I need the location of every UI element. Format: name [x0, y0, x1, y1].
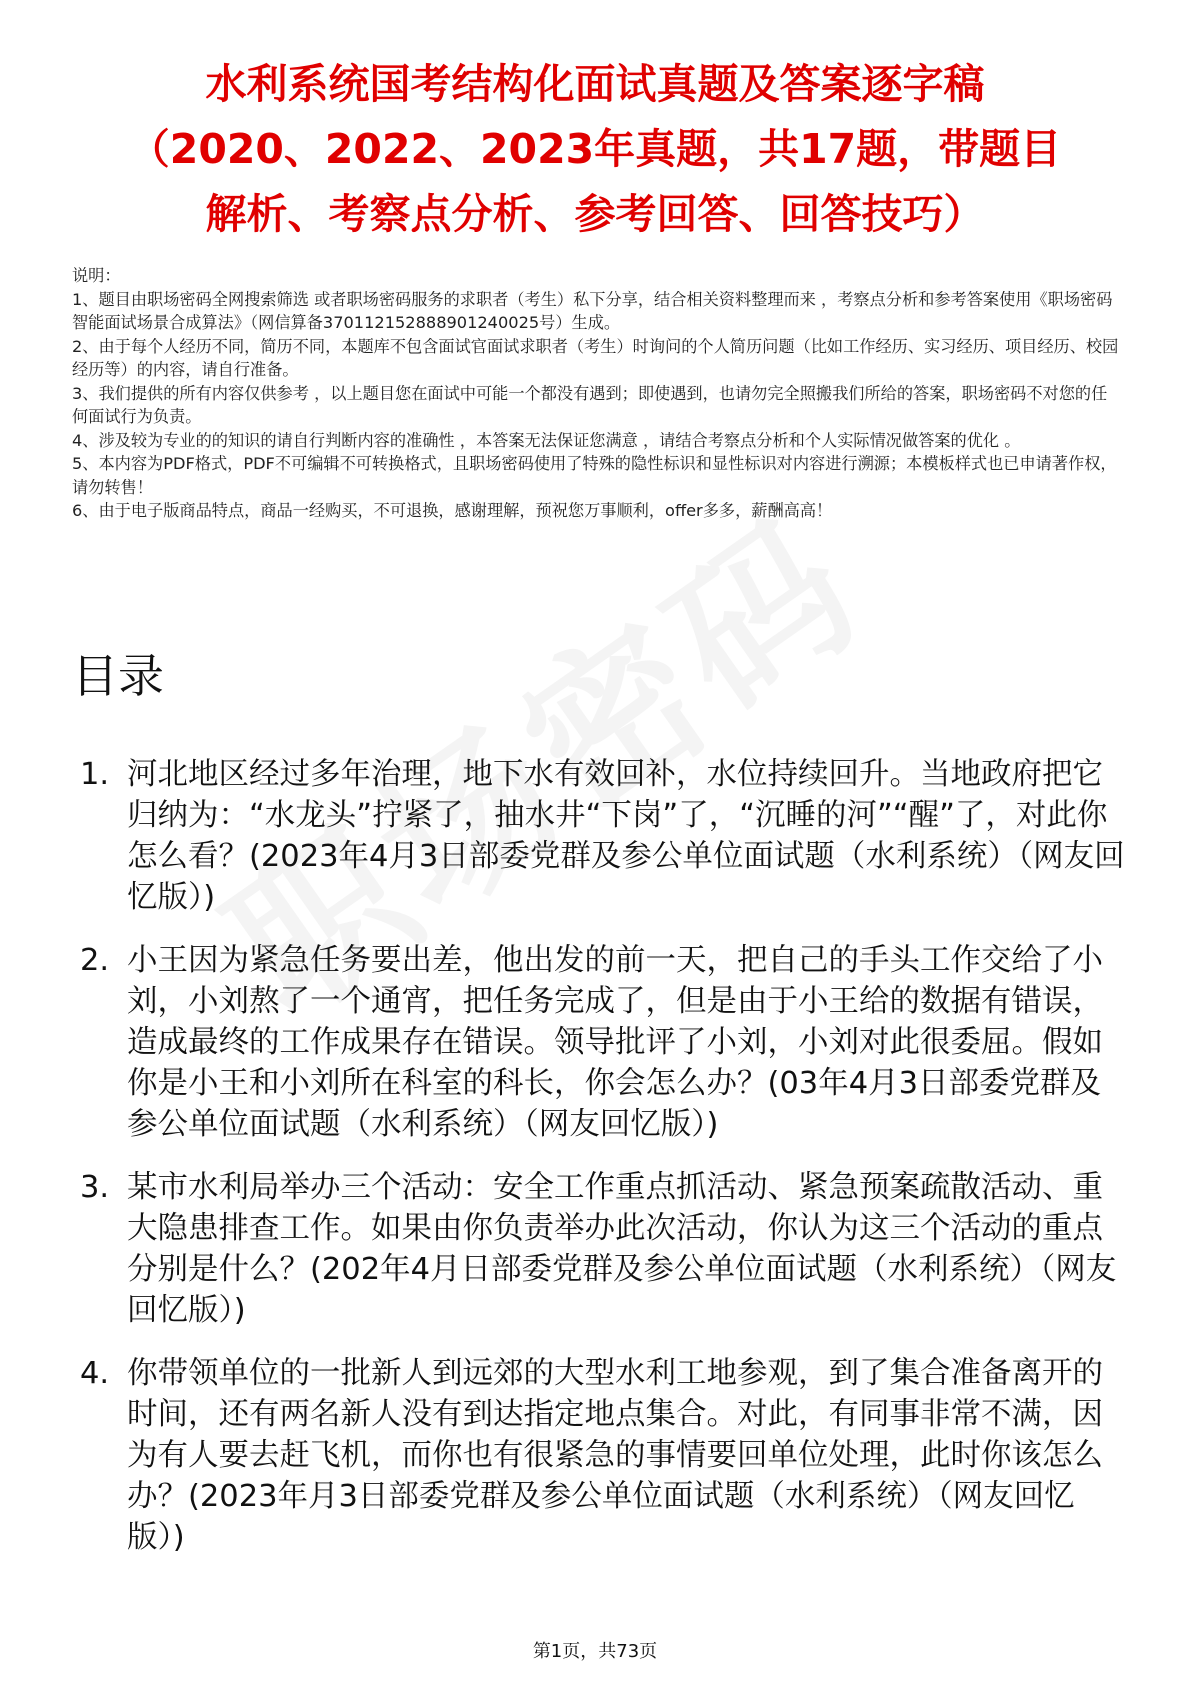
toc-item-3[interactable]	[80, 1167, 1125, 1331]
title-line-2: （2020、2022、2023年真题，共17题，带题目	[128, 125, 1062, 173]
title-line-1: 水利系统国考结构化面试真题及答案逐字稿	[205, 60, 985, 108]
toc-item-2[interactable]	[80, 940, 1125, 1145]
note-item: 3、我们提供的所有内容仅供参考 ，以上题目您在面试中可能一个都没有遇到；即使遇到，也请勿完全照搬我们所给的答案，职场密码不对您的任何面试行为负责。	[72, 383, 1108, 426]
document-title	[70, 52, 1120, 247]
toc-item-4[interactable]	[80, 1353, 1125, 1558]
toc-item-number: 3.	[80, 1170, 110, 1205]
toc-item-text: 河北地区经过多年治理，地下水有效回补，水位持续回升。当地政府把它归纳为：“水龙头”拧紧了，抽水井“下岗”了，“沉睡的河”“醒”了，对此你怎么看？(2023年4月3日部委党群及参公单位面试题（水利系统）（网友回忆版）)	[127, 757, 1125, 915]
toc-item-number: 4.	[80, 1356, 110, 1391]
note-item: 6、由于电子版商品特点，商品一经购买，不可退换，感谢理解，预祝您万事顺利，offer多多，薪酬高高！	[72, 501, 833, 520]
notes-heading: 说明：	[72, 266, 121, 285]
title-line-3: 解析、考察点分析、参考回答、回答技巧）	[205, 190, 985, 238]
note-item: 4、涉及较为专业的的知识的请自行判断内容的准确性 ，本答案无法保证您满意 ，请结合考察点分析和个人实际情况做答案的优化 。	[72, 430, 1021, 450]
page-footer: 第1页，共73页	[532, 1641, 658, 1662]
toc-item-text: 你带领单位的一批新人到远郊的大型水利工地参观，到了集合准备离开的时间，还有两名新人没有到达指定地点集合。对此，有同事非常不满，因为有人要去赶飞机，而你也有很紧急的事情要回单位处理，此时你该怎么办？(2023年月3日部委党群及参公单位面试题（水利系统）（网友回忆版）)	[127, 1356, 1103, 1555]
toc-item-1[interactable]	[80, 754, 1125, 918]
notes-section	[72, 264, 1122, 523]
toc-item-text: 某市水利局举办三个活动：安全工作重点抓活动、紧急预案疏散活动、重大隐患排查工作。如果由你负责举办此次活动，你认为这三个活动的重点分别是什么？(202年4月日部委党群及参公单位面试题（水利系统）（网友回忆版）)	[127, 1170, 1117, 1328]
toc-heading: 目录	[72, 649, 164, 703]
note-item: 2、由于每个人经历不同，简历不同，本题库不包含面试官面试求职者（考生）时询问的个人简历问题（比如工作经历、实习经历、项目经历、校园经历等）的内容，请自行准备。	[72, 336, 1119, 379]
toc-list	[80, 754, 1125, 1580]
note-item: 1、题目由职场密码全网搜索筛选 或者职场密码服务的求职者（考生）私下分享，结合相关资料整理而来 ，考察点分析和参考答案使用《职场密码智能面试场景合成算法》（网信算备370112152888901240025号）生成。	[72, 289, 1113, 332]
toc-item-number: 1.	[80, 757, 110, 792]
note-item: 5、本内容为PDF格式，PDF不可编辑不可转换格式，且职场密码使用了特殊的隐性标识和显性标识对内容进行溯源；本模板样式也已申请著作权，请勿转售！	[72, 454, 1117, 497]
toc-item-number: 2.	[80, 943, 110, 978]
toc-item-text: 小王因为紧急任务要出差，他出发的前一天，把自己的手头工作交给了小刘，小刘熬了一个通宵，把任务完成了，但是由于小王给的数据有错误，造成最终的工作成果存在错误。领导批评了小刘，小刘对此很委屈。假如你是小王和小刘所在科室的科长，你会怎么办？(03年4月3日部委党群及参公单位面试题（水利系统）（网友回忆版）)	[127, 943, 1103, 1142]
